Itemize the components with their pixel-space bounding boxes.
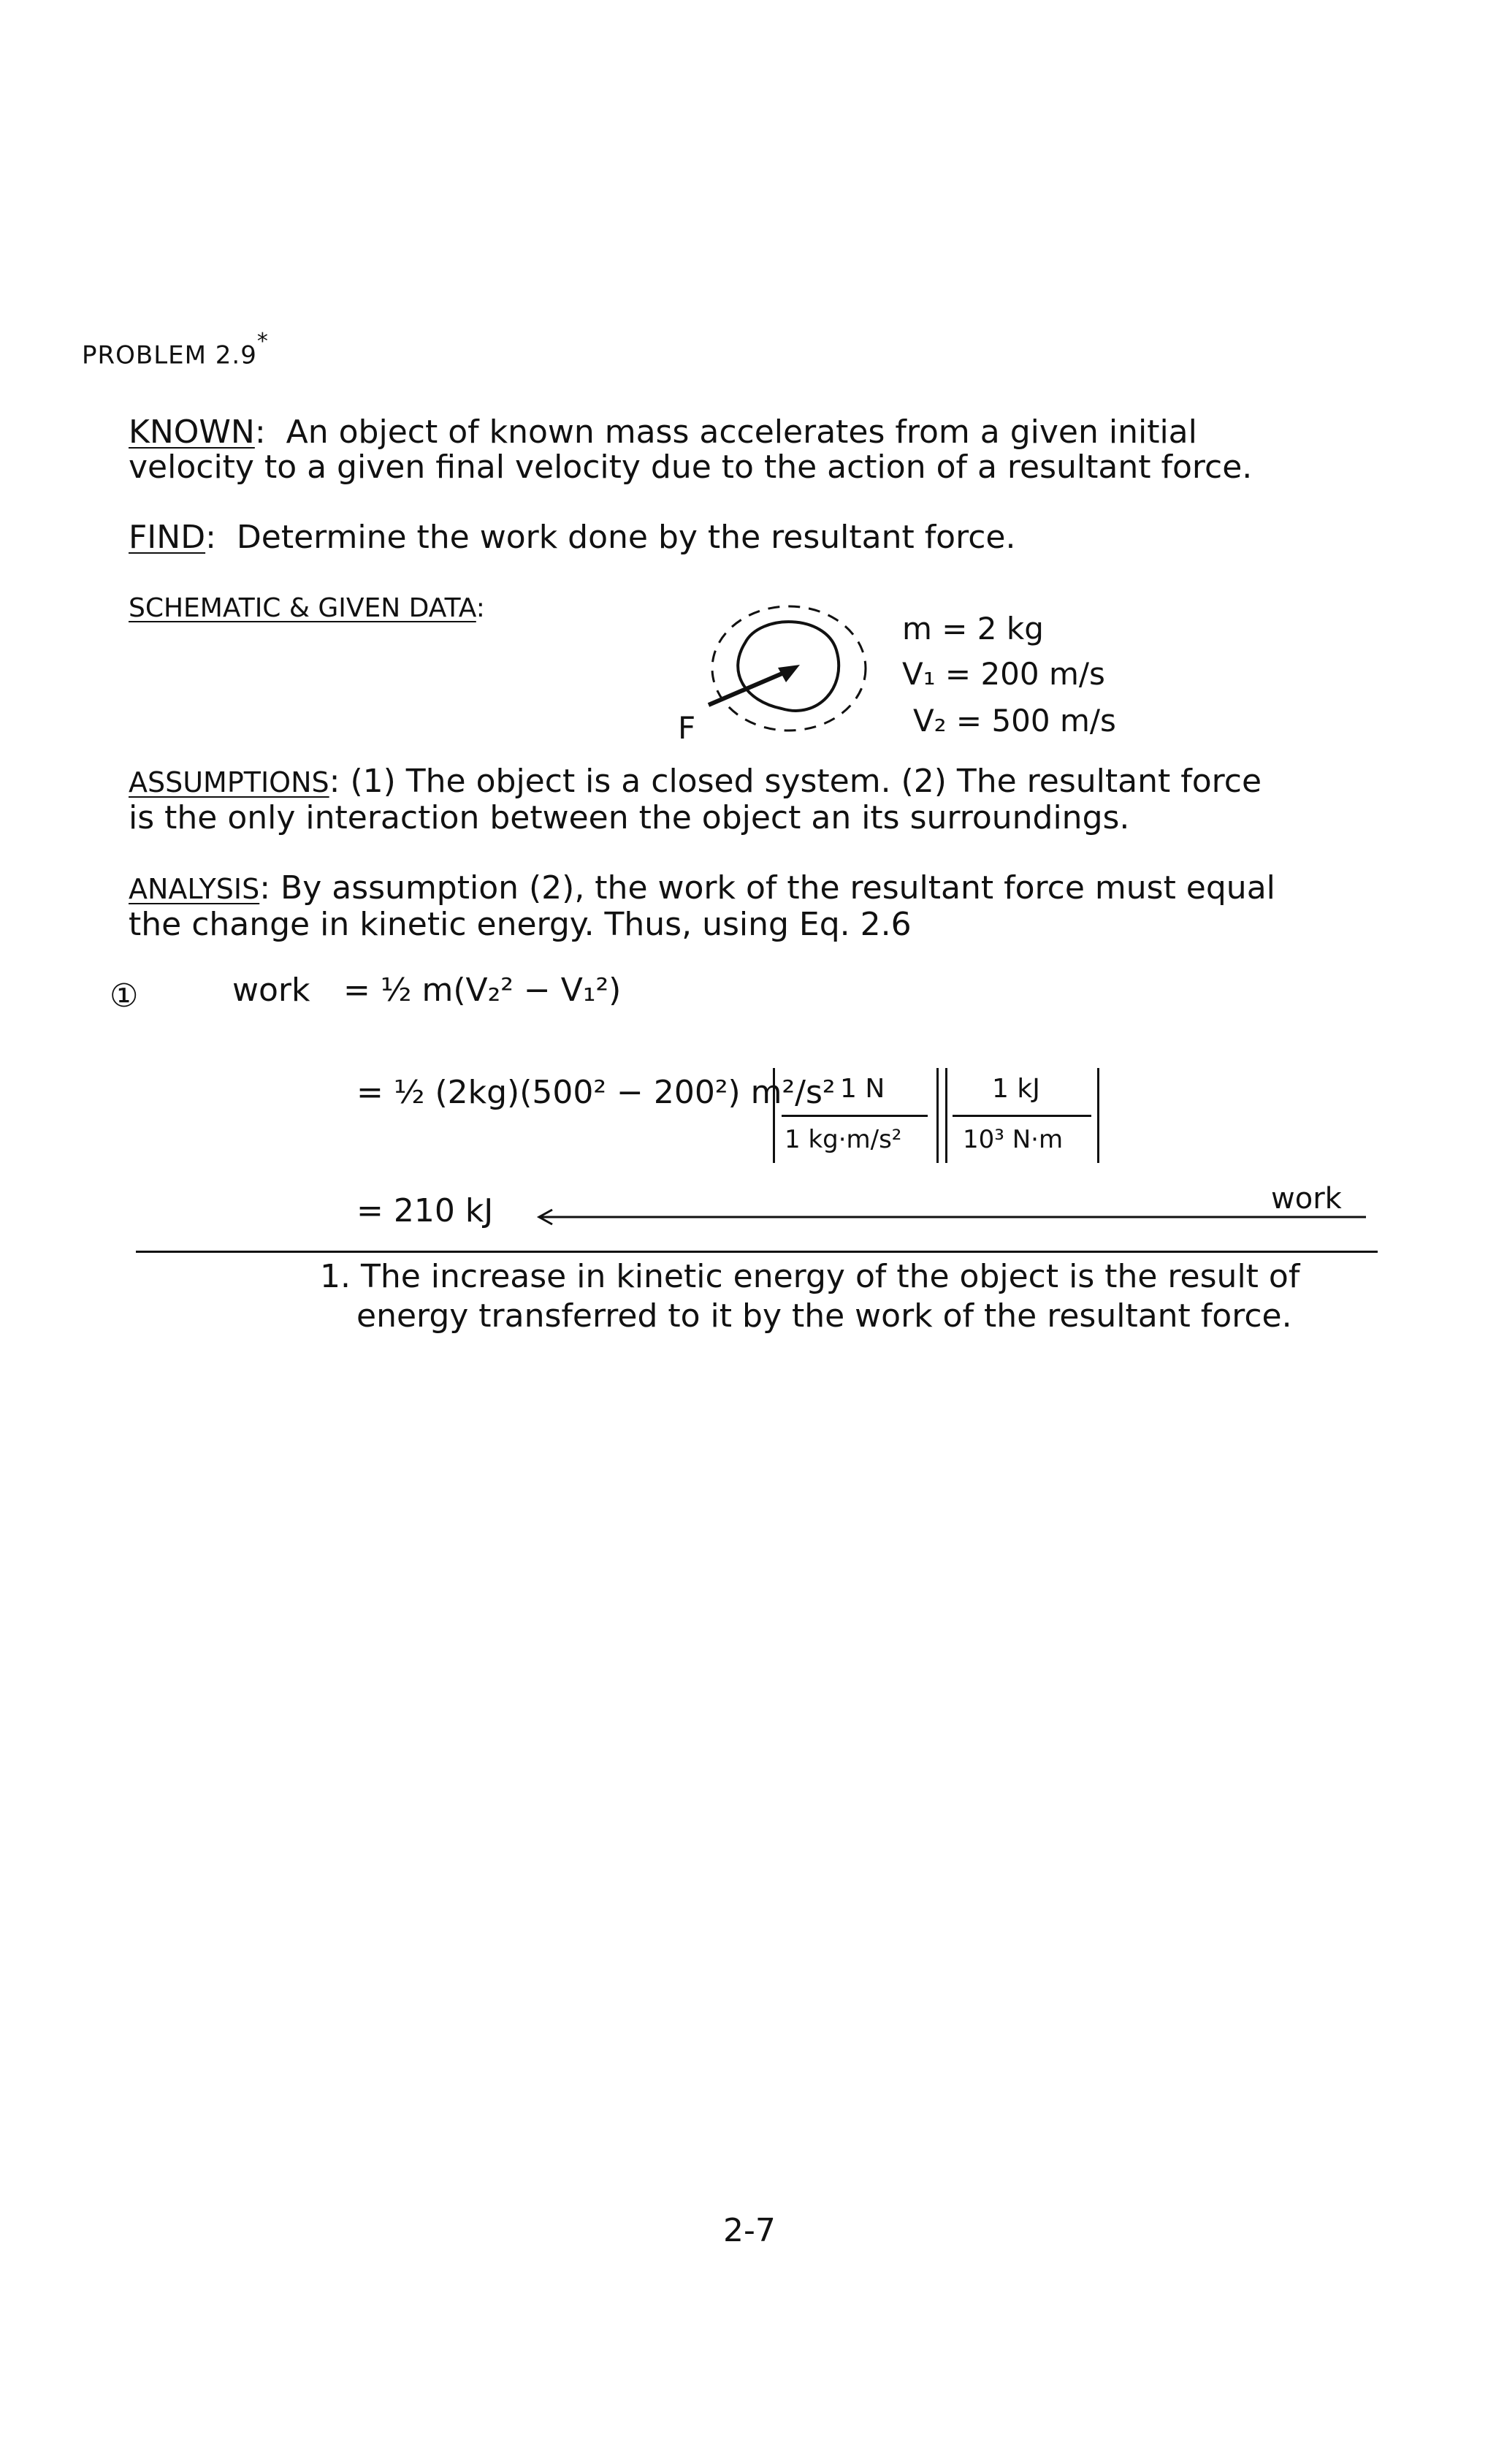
note-line-2: energy transferred to it by the work of the resultant force. bbox=[356, 1297, 1292, 1335]
conv1-numerator: 1 N bbox=[840, 1074, 885, 1104]
known-line-2: velocity to a given final velocity due to the action of a resultant force. bbox=[129, 449, 1253, 486]
equation-line-1: = ½ m(V₂² − V₁²) bbox=[343, 972, 622, 1009]
analysis-colon: : bbox=[259, 869, 271, 907]
conv-bar-4 bbox=[1097, 1068, 1099, 1163]
force-label: F bbox=[678, 710, 696, 746]
analysis-text-1: By assumption (2), the work of the resultant force must equal bbox=[280, 869, 1275, 907]
given-v1: V₁ = 200 m/s bbox=[902, 656, 1105, 692]
conv-bar-3 bbox=[945, 1068, 947, 1163]
assumptions-line-2: is the only interaction between the object an its surroundings. bbox=[129, 799, 1130, 836]
analysis-line-2: the change in kinetic energy. Thus, using Eq. 2.6 bbox=[129, 906, 912, 943]
result-arrow bbox=[533, 1205, 1373, 1227]
schematic-colon: : bbox=[476, 593, 485, 623]
given-v2: V₂ = 500 m/s bbox=[913, 703, 1116, 739]
conv1-fraction-line bbox=[782, 1115, 928, 1117]
known-label: KNOWN bbox=[129, 413, 255, 451]
given-mass: m = 2 kg bbox=[902, 611, 1044, 646]
find-label: FIND bbox=[129, 519, 206, 556]
analysis-label: ANALYSIS bbox=[129, 873, 260, 905]
find-colon: : bbox=[205, 519, 216, 556]
conv2-numerator: 1 kJ bbox=[992, 1074, 1040, 1104]
equation-line-2: = ½ (2kg)(500² − 200²) m²/s² bbox=[356, 1074, 836, 1111]
force-arrow-shaft bbox=[709, 671, 789, 705]
conv2-denominator: 10³ N·m bbox=[963, 1125, 1064, 1154]
object-body bbox=[738, 622, 839, 711]
find-line bbox=[129, 519, 1015, 557]
page-number: 2-7 bbox=[723, 2212, 776, 2249]
equation-result: = 210 kJ bbox=[356, 1192, 494, 1229]
assumptions-colon: : bbox=[329, 763, 340, 800]
comment-marker: ① bbox=[110, 977, 139, 1015]
problem-title bbox=[82, 329, 269, 370]
conv-bar-2 bbox=[936, 1068, 939, 1163]
conv1-denominator: 1 kg·m/s² bbox=[785, 1125, 902, 1154]
known-colon: : bbox=[254, 413, 266, 451]
find-text: Determine the work done by the resultant force. bbox=[236, 519, 1016, 556]
equation-lhs: work bbox=[232, 972, 310, 1009]
note-line-1: 1. The increase in kinetic energy of the object is the result of bbox=[320, 1258, 1300, 1295]
schematic-heading bbox=[129, 593, 485, 623]
conv-bar-1 bbox=[773, 1068, 775, 1163]
force-arrow-head bbox=[778, 665, 800, 682]
problem-star: * bbox=[256, 329, 269, 354]
analysis-line-1 bbox=[129, 869, 1275, 908]
section-divider bbox=[136, 1251, 1378, 1253]
known-text-1: An object of known mass accelerates from a given initial bbox=[286, 413, 1197, 451]
assumptions-text-1: (1) The object is a closed system. (2) The resultant force bbox=[350, 763, 1262, 800]
conv2-fraction-line bbox=[953, 1115, 1091, 1117]
result-label: work bbox=[1271, 1182, 1342, 1216]
assumptions-label: ASSUMPTIONS bbox=[129, 766, 329, 798]
problem-title-text: PROBLEM 2.9 bbox=[82, 340, 257, 370]
assumptions-line-1 bbox=[129, 763, 1262, 801]
schematic-label: SCHEMATIC & GIVEN DATA bbox=[129, 593, 476, 623]
known-line-1 bbox=[129, 413, 1197, 451]
